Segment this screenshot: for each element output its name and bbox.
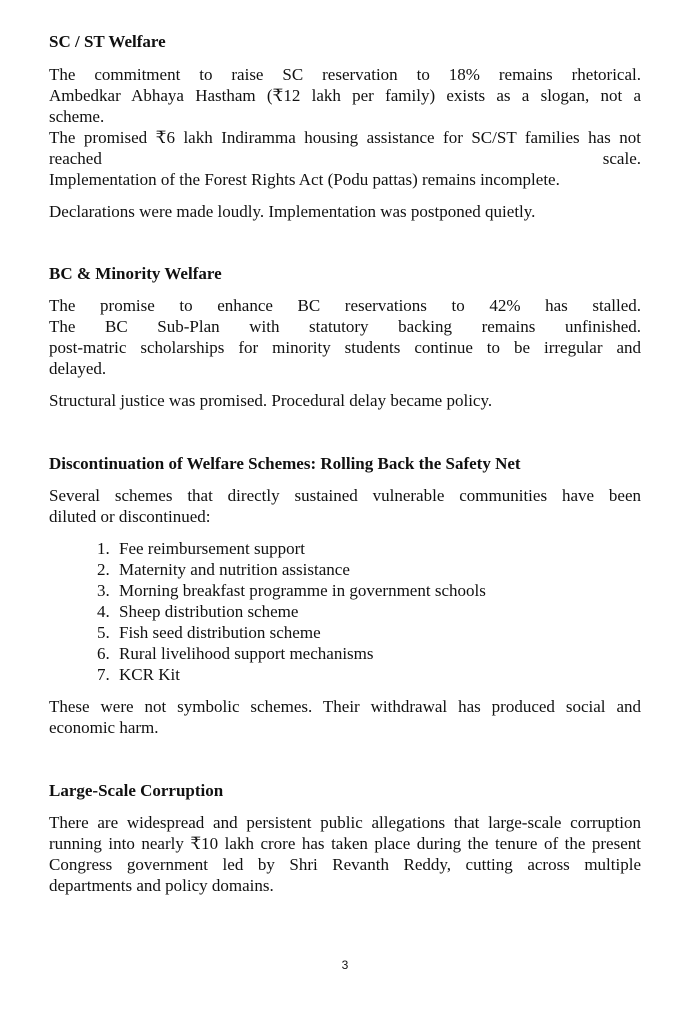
text-line: The BC Sub-Plan with statutory backing remains unfinished. bbox=[49, 317, 641, 336]
list-number: 2. bbox=[97, 560, 110, 579]
text-line: Implementation of the Forest Rights Act (Podu pattas) remains incomplete. bbox=[49, 170, 560, 189]
text-line: Declarations were made loudly. Implementation was postponed quietly. bbox=[49, 202, 536, 221]
corruption-paragraph bbox=[49, 812, 641, 896]
document-page bbox=[49, 0, 641, 1024]
list-number: 1. bbox=[97, 539, 110, 558]
discontinuation-intro bbox=[49, 485, 641, 527]
list-item bbox=[97, 538, 486, 559]
list-item bbox=[97, 664, 486, 685]
page-number: 3 bbox=[341, 958, 349, 972]
list-number: 6. bbox=[97, 644, 110, 663]
list-text: Fee reimbursement support bbox=[119, 539, 306, 558]
list-item bbox=[97, 601, 486, 622]
bc-minority-paragraph-2 bbox=[49, 390, 641, 411]
text-line: There are widespread and persistent public allegations that large-scale corruption bbox=[49, 813, 641, 832]
text-line: These were not symbolic schemes. Their withdrawal has produced social and bbox=[49, 697, 641, 716]
text-line: Several schemes that directly sustained vulnerable communities have been bbox=[49, 486, 641, 505]
text-line: scheme. bbox=[49, 107, 105, 126]
list-number: 4. bbox=[97, 602, 110, 621]
list-item bbox=[97, 559, 486, 580]
list-text: Sheep distribution scheme bbox=[119, 602, 299, 621]
list-text: Maternity and nutrition assistance bbox=[119, 560, 350, 579]
list-item bbox=[97, 643, 486, 664]
heading-sc-st-welfare: SC / ST Welfare bbox=[49, 32, 166, 51]
text-fragment: reached bbox=[49, 149, 102, 168]
list-text: Morning breakfast programme in government schools bbox=[119, 581, 486, 600]
text-line: departments and policy domains. bbox=[49, 876, 274, 895]
list-text: Rural livelihood support mechanisms bbox=[119, 644, 374, 663]
sc-st-paragraph-4 bbox=[49, 201, 641, 222]
list-number: 3. bbox=[97, 581, 110, 600]
text-line: economic harm. bbox=[49, 718, 159, 737]
text-line: The promised ₹6 lakh Indiramma housing assistance for SC/ST families has not bbox=[49, 128, 641, 147]
text-line: The commitment to raise SC reservation to 18% remains rhetorical. bbox=[49, 65, 641, 84]
discontinuation-closing bbox=[49, 696, 641, 738]
heading-discontinuation: Discontinuation of Welfare Schemes: Rolling Back the Safety Net bbox=[49, 454, 521, 473]
list-number: 7. bbox=[97, 665, 110, 684]
list-text: KCR Kit bbox=[119, 665, 180, 684]
bc-minority-paragraph-1 bbox=[49, 295, 641, 379]
list-item bbox=[97, 622, 486, 643]
text-line: Congress government led by Shri Revanth Reddy, cutting across multiple bbox=[49, 855, 641, 874]
text-line: diluted or discontinued: bbox=[49, 507, 211, 526]
sc-st-paragraph-1 bbox=[49, 64, 641, 127]
text-line: running into nearly ₹10 lakh crore has taken place during the tenure of the present bbox=[49, 834, 641, 853]
text-fragment: scale. bbox=[602, 149, 641, 168]
list-number: 5. bbox=[97, 623, 110, 642]
list-item bbox=[97, 580, 486, 601]
sc-st-paragraph-3 bbox=[49, 169, 641, 190]
text-line: The promise to enhance BC reservations to 42% has stalled. bbox=[49, 296, 641, 315]
discontinued-schemes-list bbox=[97, 538, 486, 685]
heading-large-scale-corruption: Large-Scale Corruption bbox=[49, 781, 224, 800]
sc-st-paragraph-2 bbox=[49, 127, 641, 169]
text-line-split bbox=[49, 148, 641, 169]
text-line: Structural justice was promised. Procedural delay became policy. bbox=[49, 391, 493, 410]
text-line: post-matric scholarships for minority students continue to be irregular and bbox=[49, 338, 641, 357]
text-line: Ambedkar Abhaya Hastham (₹12 lakh per family) exists as a slogan, not a bbox=[49, 86, 641, 105]
text-line: delayed. bbox=[49, 359, 107, 378]
heading-bc-minority-welfare: BC & Minority Welfare bbox=[49, 264, 222, 283]
list-text: Fish seed distribution scheme bbox=[119, 623, 321, 642]
